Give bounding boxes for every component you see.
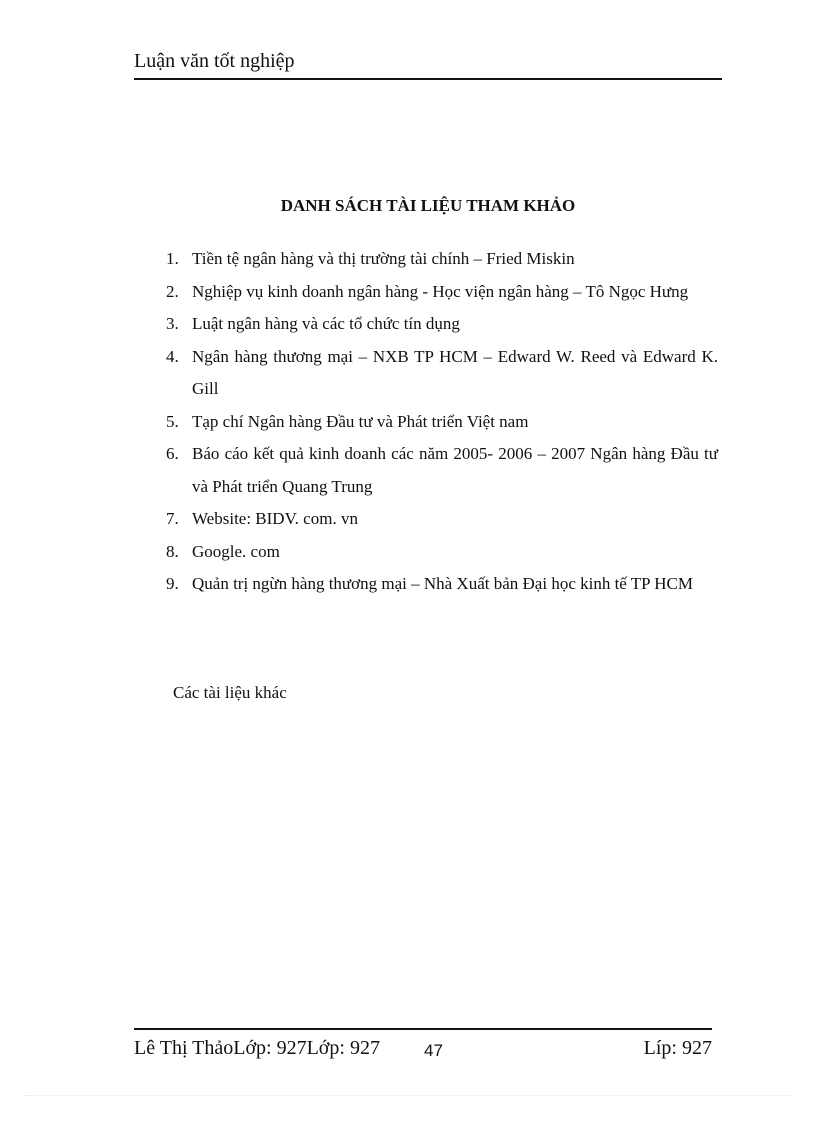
reference-number: 7. xyxy=(166,509,179,528)
reference-number: 2. xyxy=(166,281,179,301)
other-documents-text: Các tài liệu khác xyxy=(173,683,287,702)
reference-item xyxy=(166,276,718,309)
reference-number: 9. xyxy=(166,574,179,593)
reference-list xyxy=(166,243,718,601)
footer-divider xyxy=(134,1028,712,1030)
page-number: 47 xyxy=(424,1041,443,1060)
reference-number: 5. xyxy=(166,411,179,431)
header-title: Luận văn tốt nghiệp xyxy=(134,50,295,72)
reference-number: 3. xyxy=(166,314,179,333)
reference-item xyxy=(166,438,718,503)
reference-item xyxy=(166,308,718,341)
reference-number: 1. xyxy=(166,249,179,268)
reference-text: Google. com xyxy=(192,541,280,561)
reference-text: Ngân hàng thương mại – NXB TP HCM – Edward W. Reed và Edward K. Gill xyxy=(192,346,718,398)
page-footer xyxy=(134,1034,712,1062)
footer-author-class: Lê Thị ThảoLớp: 927Lớp: 927 xyxy=(134,1037,380,1059)
reference-item xyxy=(166,406,718,439)
reference-number: 8. xyxy=(166,541,179,561)
section-title: DANH SÁCH TÀI LIỆU THAM KHẢO xyxy=(280,196,576,215)
reference-item xyxy=(166,536,718,569)
page-header xyxy=(134,46,722,80)
reference-number: 4. xyxy=(166,346,179,366)
reference-text: Nghiệp vụ kinh doanh ngân hàng - Học viện ngân hàng – Tô Ngọc Hưng xyxy=(192,281,689,301)
reference-item xyxy=(166,341,718,406)
reference-text: Luật ngân hàng và các tổ chức tín dụng xyxy=(192,314,460,333)
reference-item xyxy=(166,568,718,601)
reference-text: Tạp chí Ngân hàng Đầu tư và Phát triển Việt nam xyxy=(192,411,529,431)
reference-text: Tiền tệ ngân hàng và thị trường tài chính – Fried Miskin xyxy=(192,249,575,268)
footer-class: Líp: 927 xyxy=(643,1037,712,1059)
reference-text: Báo cáo kết quả kinh doanh các năm 2005- 2006 – 2007 Ngân hàng Đầu tư và Phát triển Quang Trung xyxy=(192,444,718,496)
reference-number: 6. xyxy=(166,444,179,463)
reference-item xyxy=(166,243,718,276)
reference-text: Website: BIDV. com. vn xyxy=(192,509,358,528)
page-bottom-border xyxy=(24,1095,792,1096)
reference-item xyxy=(166,503,718,536)
reference-text: Quản trị ngừn hàng thương mại – Nhà Xuất bản Đại học kinh tế TP HCM xyxy=(192,574,693,593)
